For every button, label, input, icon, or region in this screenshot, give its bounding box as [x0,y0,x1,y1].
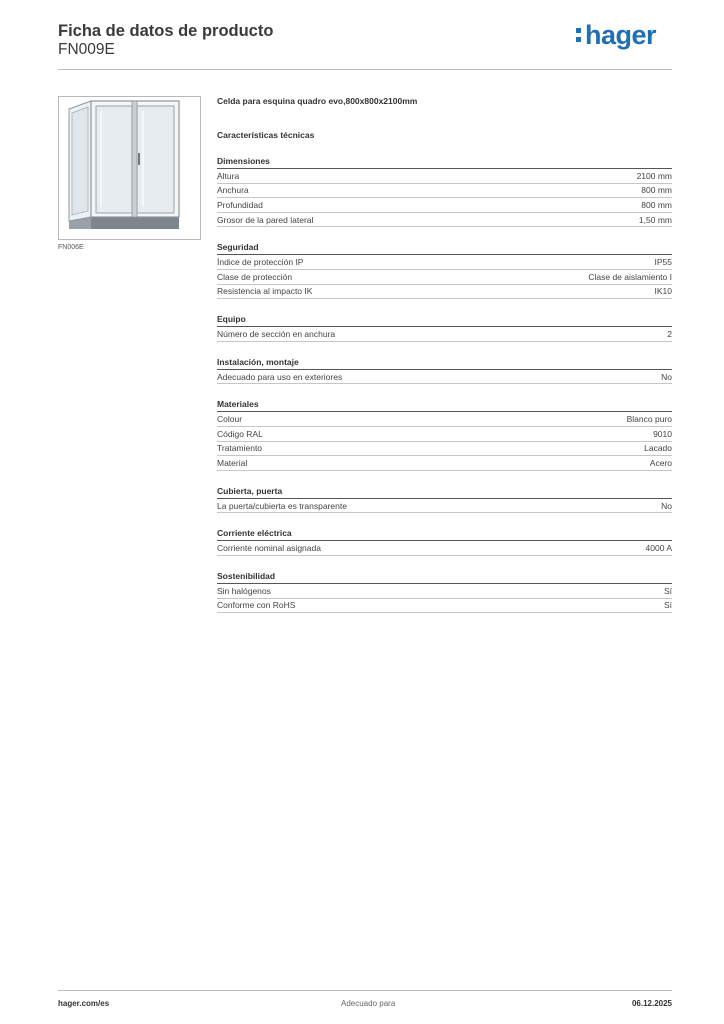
spec-label: Anchura [217,185,249,196]
spec-label: La puerta/cubierta es transparente [217,500,347,511]
spec-label: Tratamiento [217,443,263,454]
spec-row [217,169,672,184]
footer-center-text: Adecuado para [341,999,396,1008]
spec-row [217,584,672,599]
spec-value: Sí [663,600,672,611]
section-title: Materiales [217,399,259,410]
spec-content [217,96,672,613]
spec-row [217,499,672,514]
spec-label: Código RAL [217,428,263,439]
spec-value: Clase de aislamiento I [588,271,672,282]
spec-label: Resistencia al impacto IK [217,286,313,297]
spec-row [217,599,672,614]
spec-label: Altura [217,170,240,181]
section-equipo [217,314,672,342]
section-dimensiones [217,156,672,227]
page-header [58,20,672,70]
product-code: FN009E [58,41,115,58]
spec-label: Colour [217,414,243,425]
page-footer [58,990,672,1010]
spec-label: Material [217,457,248,468]
section-corriente [217,528,672,556]
spec-value: 800 mm [641,199,672,210]
spec-row [217,442,672,457]
tech-heading: Características técnicas [217,130,315,140]
section-title: Corriente eléctrica [217,528,292,539]
cabinet-image [59,97,200,239]
spec-value: 2100 mm [636,170,672,181]
spec-value: IP55 [654,257,672,268]
spec-value: 800 mm [641,185,672,196]
section-materiales [217,399,672,470]
logo-text: hager [584,20,656,50]
spec-row [217,285,672,300]
section-title: Cubierta, puerta [217,485,283,496]
document-title: Ficha de datos de producto [58,22,274,40]
spec-value: 2 [667,328,672,339]
section-instalacion [217,357,672,385]
spec-row [217,456,672,471]
spec-label: Adecuado para uso en exteriores [217,371,343,382]
spec-value: Sí [663,585,672,596]
spec-row [217,198,672,213]
spec-value: 1,50 mm [638,214,672,225]
spec-value: No [661,371,672,382]
spec-row [217,270,672,285]
spec-label: Número de sección en anchura [217,328,336,339]
spec-label: Conforme con RoHS [217,600,296,611]
section-sostenibilidad [217,571,672,613]
spec-row [217,541,672,556]
hager-logo [575,20,656,51]
spec-row [217,412,672,427]
spec-label: Índice de protección IP [217,257,304,268]
spec-value: 4000 A [645,543,672,554]
spec-row [217,213,672,228]
section-title: Seguridad [217,242,259,253]
spec-row [217,327,672,342]
spec-label: Profundidad [217,199,263,210]
section-cubierta [217,486,672,514]
image-caption: FN006E [58,244,84,251]
spec-label: Sin halógenos [217,585,271,596]
spec-row [217,370,672,385]
spec-value: Lacado [644,443,672,454]
spec-label: Clase de protección [217,271,293,282]
spec-value: Acero [649,457,672,468]
section-title: Instalación, montaje [217,356,299,367]
spec-label: Corriente nominal asignada [217,543,321,554]
section-seguridad [217,242,672,299]
logo-dots-icon [575,23,583,45]
footer-date: 06.12.2025 [631,999,672,1008]
spec-row [217,184,672,199]
spec-label: Grosor de la pared lateral [217,214,314,225]
product-description: Celda para esquina quadro evo,800x800x2100mm [217,96,418,106]
spec-value: 9010 [653,428,672,439]
spec-row [217,255,672,270]
spec-value: IK10 [654,286,672,297]
spec-value: No [661,500,672,511]
section-title: Sostenibilidad [217,570,276,581]
footer-website-link[interactable]: hager.com/es [58,999,110,1008]
section-title: Dimensiones [217,156,270,166]
spec-row [217,427,672,442]
product-image [58,96,201,240]
spec-value: Blanco puro [626,414,672,425]
section-title: Equipo [217,314,246,325]
